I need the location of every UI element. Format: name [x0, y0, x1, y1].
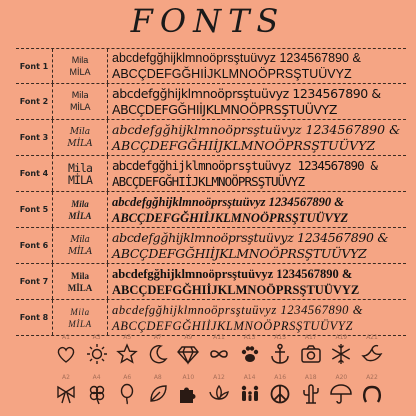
- font-row-5: [16, 192, 406, 228]
- font-row-3: [16, 120, 406, 156]
- font-table: [16, 48, 406, 336]
- infinity-icon: [207, 334, 231, 366]
- font-row-8: [16, 300, 406, 336]
- font-label: Font 1: [19, 61, 49, 71]
- upper-alphabet: ABCÇDEFGĞHIİJKLMNOÖPRSŞTUÜVYZ: [112, 67, 352, 81]
- lower-alphabet: abcdefgğhijklmnoöprsştuüvyz: [112, 302, 277, 317]
- font-label: Font 6: [19, 241, 49, 250]
- alphabet-sample: [108, 122, 406, 154]
- font-label: Font 7: [19, 277, 49, 286]
- icon-code: A8: [153, 374, 162, 381]
- lower-alphabet: abcdefgğhijklmnoöprsştuüvyz: [112, 51, 276, 65]
- digits: 1234567890 &: [297, 157, 378, 173]
- name-upper: MİLA: [69, 102, 91, 113]
- leaf-icon: [146, 374, 170, 406]
- icon-code: A18: [304, 374, 317, 381]
- clover-icon: [85, 374, 109, 406]
- name-sample: [52, 49, 108, 83]
- icon-code: A10: [182, 374, 195, 381]
- name-sample: [52, 228, 108, 263]
- name-upper: MİLA: [67, 246, 93, 257]
- family-icon: [238, 374, 262, 406]
- upper-alphabet: ABCÇDEFGĞHIİJKLMNOÖPRSŞTUÜVYZ: [112, 137, 376, 153]
- name-sample: [52, 156, 108, 191]
- name-lower: Mila: [71, 270, 89, 281]
- lower-alphabet: abcdefgğhijklmnoöprsştuüvyz: [112, 121, 302, 137]
- balloon-icon: [115, 374, 139, 406]
- icon-row-1: [54, 334, 384, 366]
- star-icon: [115, 334, 139, 366]
- icon-code: A12: [213, 374, 225, 381]
- icon-code: A4: [92, 374, 101, 381]
- digits: 1234567890 &: [279, 51, 361, 65]
- icon-code: A19: [335, 334, 348, 341]
- name-lower: Mila: [67, 160, 93, 175]
- snowflake-icon: [329, 334, 353, 366]
- alphabet-sample: [108, 194, 406, 226]
- name-upper: MİLA: [68, 318, 92, 329]
- lower-alphabet: abcdefgğhijklmnoöprsştuüvyz: [112, 85, 289, 101]
- icon-code: A21: [366, 334, 378, 341]
- font-label: Font 2: [19, 97, 49, 106]
- digits: 1234567890 &: [268, 194, 344, 209]
- digits: 1234567890 &: [292, 85, 381, 101]
- icon-code: A7: [153, 334, 162, 341]
- upper-alphabet: ABCÇDEFGĞHIİJKLMNOÖPRSŞTUÜVYZ: [112, 245, 367, 261]
- font-row-2: [16, 84, 406, 120]
- name-lower: Mila: [70, 306, 90, 317]
- font-row-7: [16, 264, 406, 300]
- font-row-6: [16, 228, 406, 264]
- anchor-icon: [268, 334, 292, 366]
- paw-icon: [238, 334, 262, 366]
- heart-icon: [54, 334, 78, 366]
- icon-code: A15: [274, 334, 287, 341]
- alphabet-sample: [108, 86, 406, 118]
- lower-alphabet: abcdefgğhijklmnoöprsştuüvyz: [112, 266, 274, 281]
- digits: 1234567890 &: [305, 121, 401, 137]
- name-lower: Mila: [71, 198, 89, 209]
- font-row-4: [16, 156, 406, 192]
- camera-icon: [299, 334, 323, 366]
- upper-alphabet: ABCÇDEFGĞHIİJKLMNOÖPRSŞTUÜVYZ: [112, 282, 360, 297]
- upper-alphabet: ABCÇDEFGĞHIİJKLMNOÖPRSŞTUÜVYZ: [112, 101, 338, 117]
- lower-alphabet: abcdefgğhijklmnoöprsştuüvyz: [112, 229, 294, 245]
- icon-code: A5: [123, 334, 132, 341]
- lotus-icon: [207, 374, 231, 406]
- icon-code: A16: [274, 374, 287, 381]
- name-lower: Mila: [70, 234, 90, 245]
- lower-alphabet: abcdefgğhijklmnoöprsştuüvyz: [112, 194, 266, 209]
- name-sample: [52, 192, 108, 227]
- icon-code: A2: [62, 374, 70, 381]
- horseshoe-icon: [360, 374, 384, 406]
- font-label: Font 4: [19, 169, 49, 178]
- alphabet-sample: [108, 230, 406, 262]
- alphabet-sample: [108, 158, 406, 190]
- umbrella-icon: [329, 374, 353, 406]
- upper-alphabet: ABCÇDEFGĞHIİJKLMNOÖPRSŞTUÜVYZ: [112, 173, 305, 189]
- icon-code: A14: [243, 374, 256, 381]
- lower-alphabet: abcdefgğhijklmnoöprsştuüvyz: [112, 157, 291, 173]
- icon-code: A17: [304, 334, 317, 341]
- sun-icon: [85, 334, 109, 366]
- icon-row-2: [54, 374, 384, 406]
- name-sample: [52, 120, 108, 155]
- digits: 1234567890 &: [280, 302, 364, 317]
- cactus-icon: [299, 374, 323, 406]
- digits: 1234567890 &: [276, 266, 353, 281]
- name-lower: Mila: [71, 55, 89, 65]
- alphabet-sample: [108, 266, 406, 298]
- upper-alphabet: ABCÇDEFGĞHIİJKLMNOÖPRSŞTUÜVYZ: [112, 318, 354, 333]
- icon-code: A13: [243, 334, 256, 341]
- name-sample: [52, 84, 108, 119]
- icon-code: A3: [92, 334, 101, 341]
- dove-icon: [360, 334, 384, 366]
- alphabet-sample: [108, 302, 406, 334]
- name-upper: MİLA: [68, 210, 92, 221]
- font-label: Font 5: [19, 205, 49, 214]
- name-upper: MİLA: [69, 67, 91, 77]
- upper-alphabet: ABCÇDEFGĞHIİJKLMNOÖPRSŞTUÜVYZ: [112, 210, 349, 225]
- digits: 1234567890 &: [297, 229, 389, 245]
- name-upper: MİLA: [67, 282, 93, 293]
- name-lower: Mila: [69, 126, 91, 137]
- font-label: Font 8: [19, 313, 49, 322]
- font-row-1: [16, 48, 406, 84]
- name-sample: [52, 264, 108, 299]
- name-lower: Mila: [71, 90, 89, 101]
- icon-code: A6: [123, 374, 132, 381]
- bow-icon: [54, 374, 78, 406]
- name-upper: MİLA: [67, 172, 93, 187]
- page-title: FONTS: [130, 2, 286, 40]
- puzzle-icon: [176, 374, 200, 406]
- alphabet-sample: [108, 50, 406, 82]
- name-upper: MİLA: [67, 138, 93, 149]
- moon-icon: [146, 334, 170, 366]
- icon-code: A22: [366, 374, 378, 381]
- icon-code: A9: [184, 334, 193, 341]
- icon-code: A20: [335, 374, 348, 381]
- icon-code: A1: [62, 334, 70, 341]
- font-label: Font 3: [19, 133, 49, 142]
- diamond-icon: [176, 334, 200, 366]
- icon-code: A11: [213, 334, 225, 341]
- peace-icon: [268, 374, 292, 406]
- name-sample: [52, 300, 108, 335]
